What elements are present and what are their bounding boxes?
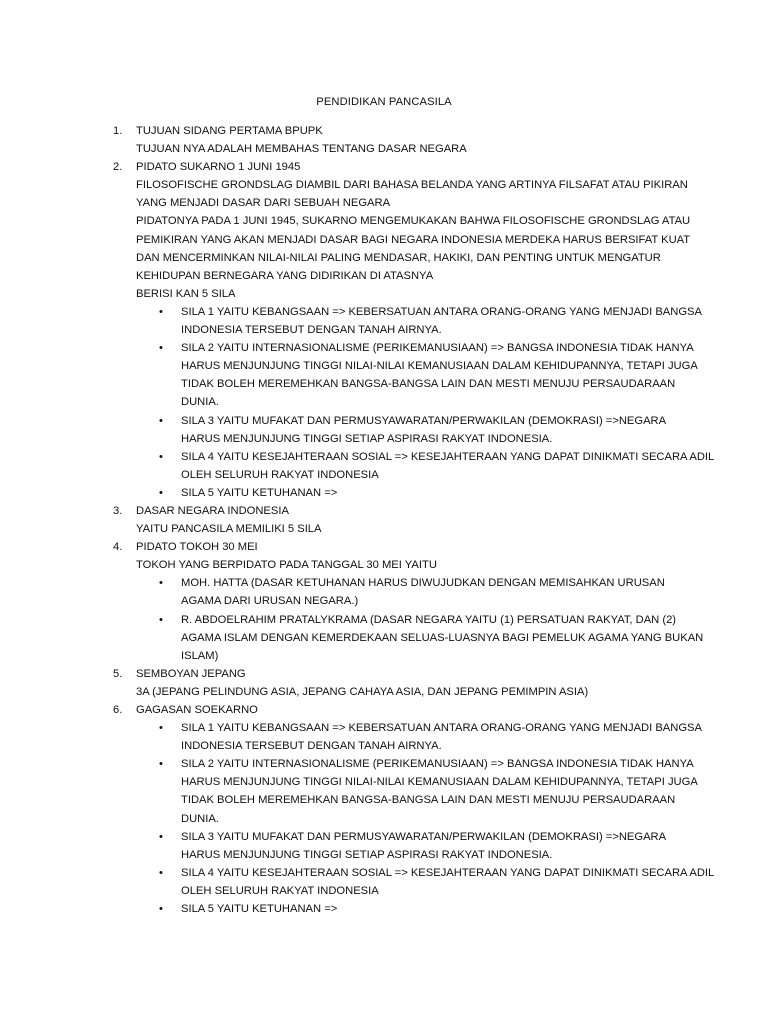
bullet-text-line: SILA 2 YAITU INTERNASIONALISME (PERIKEMANUSIAAN) => BANGSA INDONESIA TIDAK HANYA (181, 758, 694, 771)
list-text-line: TUJUAN NYA ADALAH MEMBAHAS TENTANG DASAR NEGARA (136, 143, 467, 156)
bullet-text-line: ISLAM) (181, 649, 219, 662)
bullet-text-line: INDONESIA TERSEBUT DENGAN TANAH AIRNYA. (181, 740, 442, 753)
bullet-text-line: HARUS MENJUNJUNG TINGGI SETIAP ASPIRASI RAKYAT INDONESIA. (181, 848, 553, 861)
page-title: PENDIDIKAN PANCASILA (316, 96, 452, 108)
bullet-item (0, 339, 768, 411)
bullet-item (0, 719, 768, 755)
list-text-line: DAN MENCERMINKAN NILAI-NILAI PALING MENDASAR, HAKIKI, DAN PENTING UNTUK MENGATUR (136, 251, 661, 264)
bullet-text-line: DUNIA. (181, 396, 219, 409)
bullet-icon: • (159, 758, 163, 771)
bullet-text-line: MOH. HATTA (DASAR KETUHANAN HARUS DIWUJUDKAN DENGAN MEMISAHKAN URUSAN (181, 577, 665, 590)
list-text-line: TOKOH YANG BERPIDATO PADA TANGGAL 30 MEI YAITU (136, 559, 437, 572)
bullet-item (0, 900, 768, 918)
bullet-text-line: HARUS MENJUNJUNG TINGGI SETIAP ASPIRASI RAKYAT INDONESIA. (181, 432, 553, 445)
list-number: 6. (113, 704, 123, 716)
bullet-item (0, 755, 768, 827)
bullet-text-line: HARUS MENJUNJUNG TINGGI NILAI-NILAI KEMANUSIAAN DALAM KEHIDUPANNYA, TETAPI JUGA (181, 776, 698, 789)
list-text-line: GAGASAN SOEKARNO (136, 704, 258, 716)
bullet-icon: • (159, 830, 163, 843)
bullet-text-line: AGAMA ISLAM DENGAN KEMERDEKAAN SELUAS-LUASNYA BAGI PEMELUK AGAMA YANG BUKAN (181, 631, 704, 644)
list-number: 4. (113, 541, 123, 554)
list-text-line: YANG MENJADI DASAR DARI SEBUAH NEGARA (136, 197, 391, 210)
bullet-item (0, 828, 768, 864)
bullet-text-line: SILA 5 YAITU KETUHANAN => (181, 486, 338, 499)
bullet-text-line: SILA 1 YAITU KEBANGSAAN => KEBERSATUAN ANTARA ORANG-ORANG YANG MENJADI BANGSA (181, 722, 702, 735)
bullet-text-line: SILA 4 YAITU KESEJAHTERAAN SOSIAL => KESEJAHTERAAN YANG DAPAT DINIKMATI SECARA ADIL (181, 866, 715, 879)
bullet-item (0, 412, 768, 448)
list-item (0, 502, 768, 538)
bullet-text-line: DUNIA. (181, 812, 219, 825)
bullet-text-line: AGAMA DARI URUSAN NEGARA.) (181, 595, 359, 608)
bullet-item (0, 864, 768, 900)
list-text-line: PEMIKIRAN YANG AKAN MENJADI DASAR BAGI NEGARA INDONESIA MERDEKA HARUS BERSIFAT KUAT (136, 233, 691, 246)
list-text-line: TUJUAN SIDANG PERTAMA BPUPK (136, 125, 323, 137)
bullet-item (0, 484, 768, 502)
bullet-icon: • (159, 305, 163, 318)
bullet-text-line: HARUS MENJUNJUNG TINGGI NILAI-NILAI KEMANUSIAAN DALAM KEHIDUPANNYA, TETAPI JUGA (181, 360, 698, 373)
bullet-text-line: SILA 3 YAITU MUFAKAT DAN PERMUSYAWARATAN/PERWAKILAN (DEMOKRASI) =>NEGARA (181, 414, 667, 427)
bullet-icon: • (159, 613, 163, 626)
bullet-text-line: SILA 5 YAITU KETUHANAN => (181, 903, 338, 916)
list-text-line: KEHIDUPAN BERNEGARA YANG DIDIRIKAN DI ATASNYA (136, 269, 434, 282)
bullet-text-line: R. ABDOELRAHIM PRATALYKRAMA (DASAR NEGARA YAITU (1) PERSATUAN RAKYAT, DAN (2) (181, 613, 677, 626)
list-item (0, 701, 768, 918)
bullet-icon: • (159, 486, 163, 499)
bullet-text-line: TIDAK BOLEH MEREMEHKAN BANGSA-BANGSA LAIN DAN MESTI MENUJU PERSAUDARAAN (181, 794, 676, 807)
bullet-icon: • (159, 903, 163, 916)
list-text-line: PIDATO SUKARNO 1 JUNI 1945 (136, 161, 301, 174)
list-text-line: SEMBOYAN JEPANG (136, 667, 246, 680)
list-item (0, 158, 768, 502)
list-item (0, 538, 768, 665)
bullet-item (0, 448, 768, 484)
bullet-text-line: SILA 1 YAITU KEBANGSAAN => KEBERSATUAN ANTARA ORANG-ORANG YANG MENJADI BANGSA (181, 305, 702, 318)
list-text-line: PIDATO TOKOH 30 MEI (136, 541, 258, 554)
bullet-text-line: SILA 3 YAITU MUFAKAT DAN PERMUSYAWARATAN/PERWAKILAN (DEMOKRASI) =>NEGARA (181, 830, 667, 843)
list-text-line: BERISI KAN 5 SILA (136, 287, 236, 300)
bullet-text-line: SILA 2 YAITU INTERNASIONALISME (PERIKEMANUSIAAN) => BANGSA INDONESIA TIDAK HANYA (181, 342, 694, 355)
list-number: 2. (113, 161, 123, 174)
list-number: 3. (113, 504, 123, 517)
bullet-item (0, 611, 768, 665)
bullet-text-line: TIDAK BOLEH MEREMEHKAN BANGSA-BANGSA LAIN DAN MESTI MENUJU PERSAUDARAAN (181, 378, 676, 391)
bullet-text-line: INDONESIA TERSEBUT DENGAN TANAH AIRNYA. (181, 324, 442, 337)
bullet-item (0, 303, 768, 339)
list-item (0, 665, 768, 701)
bullet-icon: • (159, 414, 163, 427)
bullet-text-line: OLEH SELURUH RAKYAT INDONESIA (181, 884, 379, 897)
bullet-icon: • (159, 577, 163, 590)
bullet-icon: • (159, 450, 163, 463)
list-number: 1. (113, 125, 123, 137)
list-number: 5. (113, 667, 123, 680)
list-text-line: 3A (JEPANG PELINDUNG ASIA, JEPANG CAHAYA ASIA, DAN JEPANG PEMIMPIN ASIA) (136, 685, 589, 698)
bullet-icon: • (159, 866, 163, 879)
list-text-line: PIDATONYA PADA 1 JUNI 1945, SUKARNO MENGEMUKAKAN BAHWA FILOSOFISCHE GRONDSLAG ATAU (136, 215, 691, 228)
list-text-line: DASAR NEGARA INDONESIA (136, 504, 289, 517)
bullet-item (0, 574, 768, 610)
numbered-list (0, 122, 768, 918)
bullet-icon: • (159, 342, 163, 355)
bullet-text-line: OLEH SELURUH RAKYAT INDONESIA (181, 468, 379, 481)
list-text-line: YAITU PANCASILA MEMILIKI 5 SILA (136, 523, 322, 536)
list-item (0, 122, 768, 158)
list-text-line: FILOSOFISCHE GRONDSLAG DIAMBIL DARI BAHASA BELANDA YANG ARTINYA FILSAFAT ATAU PIKIRAN (136, 179, 688, 192)
bullet-text-line: SILA 4 YAITU KESEJAHTERAAN SOSIAL => KESEJAHTERAAN YANG DAPAT DINIKMATI SECARA ADIL (181, 450, 715, 463)
bullet-icon: • (159, 722, 163, 735)
